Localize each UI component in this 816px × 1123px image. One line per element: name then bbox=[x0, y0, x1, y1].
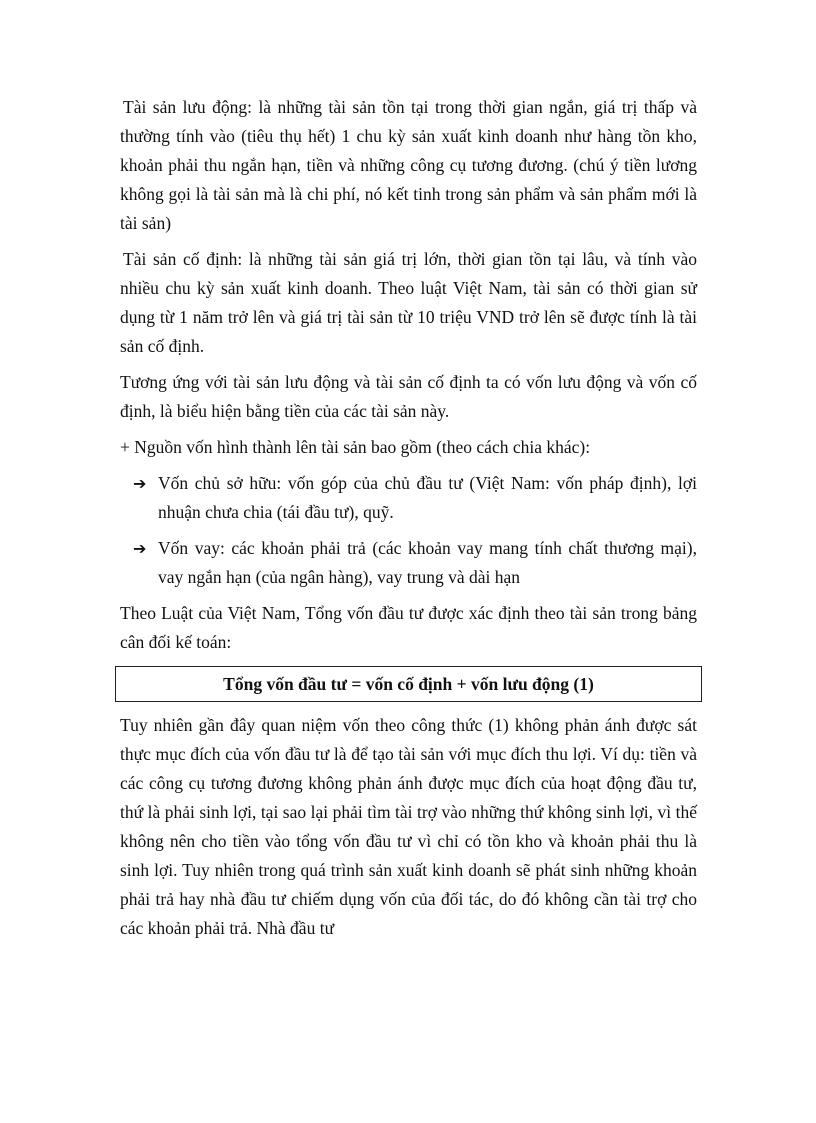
paragraph-fixed-assets: Tài sản cố định: là những tài sản giá trị lớn, thời gian tồn tại lâu, và tính vào nhiều chu kỳ sản xuất kinh doanh. Theo luật Việt Nam, tài sản có thời gian sử dụng từ 1 năm trở lên và giá trị tài sản từ 10 triệu VND trở lên sẽ được tính là tài sản cố định. bbox=[120, 249, 697, 356]
list-item-loans-text: Vốn vay: các khoản phải trả (các khoản vay mang tính chất thương mại), vay ngắn hạn (của ngân hàng), vay trung và dài hạn bbox=[158, 538, 697, 587]
list-item-loans bbox=[133, 534, 697, 592]
paragraph-capital-sources: + Nguồn vốn hình thành lên tài sản bao gồm (theo cách chia khác): bbox=[120, 437, 591, 457]
list-item-equity bbox=[133, 469, 697, 527]
document-body bbox=[120, 93, 697, 950]
paragraph-current-assets: Tài sản lưu động: là những tài sản tồn tại trong thời gian ngắn, giá trị thấp và thường tính vào (tiêu thụ hết) 1 chu kỳ sản xuất kinh doanh như hàng tồn kho, khoản phải thu ngắn hạn, tiền và những công cụ tương đương. (chú ý tiền lương không gọi là tài sản mà là chi phí, nó kết tinh trong sản phẩm và sản phẩm mới là tài sản) bbox=[120, 97, 697, 233]
paragraph-law-definition: Theo Luật của Việt Nam, Tổng vốn đầu tư được xác định theo tài sản trong bảng cân đối kế toán: bbox=[120, 603, 697, 652]
arrow-right-icon: ➔ bbox=[133, 474, 147, 493]
formula-box bbox=[115, 666, 702, 702]
paragraph-critique: Tuy nhiên gần đây quan niệm vốn theo công thức (1) không phản ánh được sát thực mục đích của vốn đầu tư là để tạo tài sản với mục đích thu lợi. Ví dụ: tiền và các công cụ tương đương không phản ánh được mục đích của hoạt động đầu tư, thứ là phải sinh lợi, tại sao lại phải tìm tài trợ vào những thứ không sinh lợi, vì thế không nên cho tiền vào tổng vốn đầu tư vì chỉ có tồn kho và khoản phải thu là sinh lợi. Tuy nhiên trong quá trình sản xuất kinh doanh sẽ phát sinh những khoản phải trả hay nhà đầu tư chiếm dụng vốn của đối tác, do đó không cần tài trợ cho các khoản phải trả. Nhà đầu tư bbox=[120, 715, 697, 938]
arrow-right-icon: ➔ bbox=[133, 539, 147, 558]
paragraph-working-fixed-capital: Tương ứng với tài sản lưu động và tài sản cố định ta có vốn lưu động và vốn cố định, là biểu hiện bằng tiền của các tài sản này. bbox=[120, 372, 697, 421]
list-item-equity-text: Vốn chủ sở hữu: vốn góp của chủ đầu tư (Việt Nam: vốn pháp định), lợi nhuận chưa chia (tái đầu tư), quỹ. bbox=[158, 473, 697, 522]
formula-text: Tổng vốn đầu tư = vốn cố định + vốn lưu động (1) bbox=[223, 673, 594, 694]
